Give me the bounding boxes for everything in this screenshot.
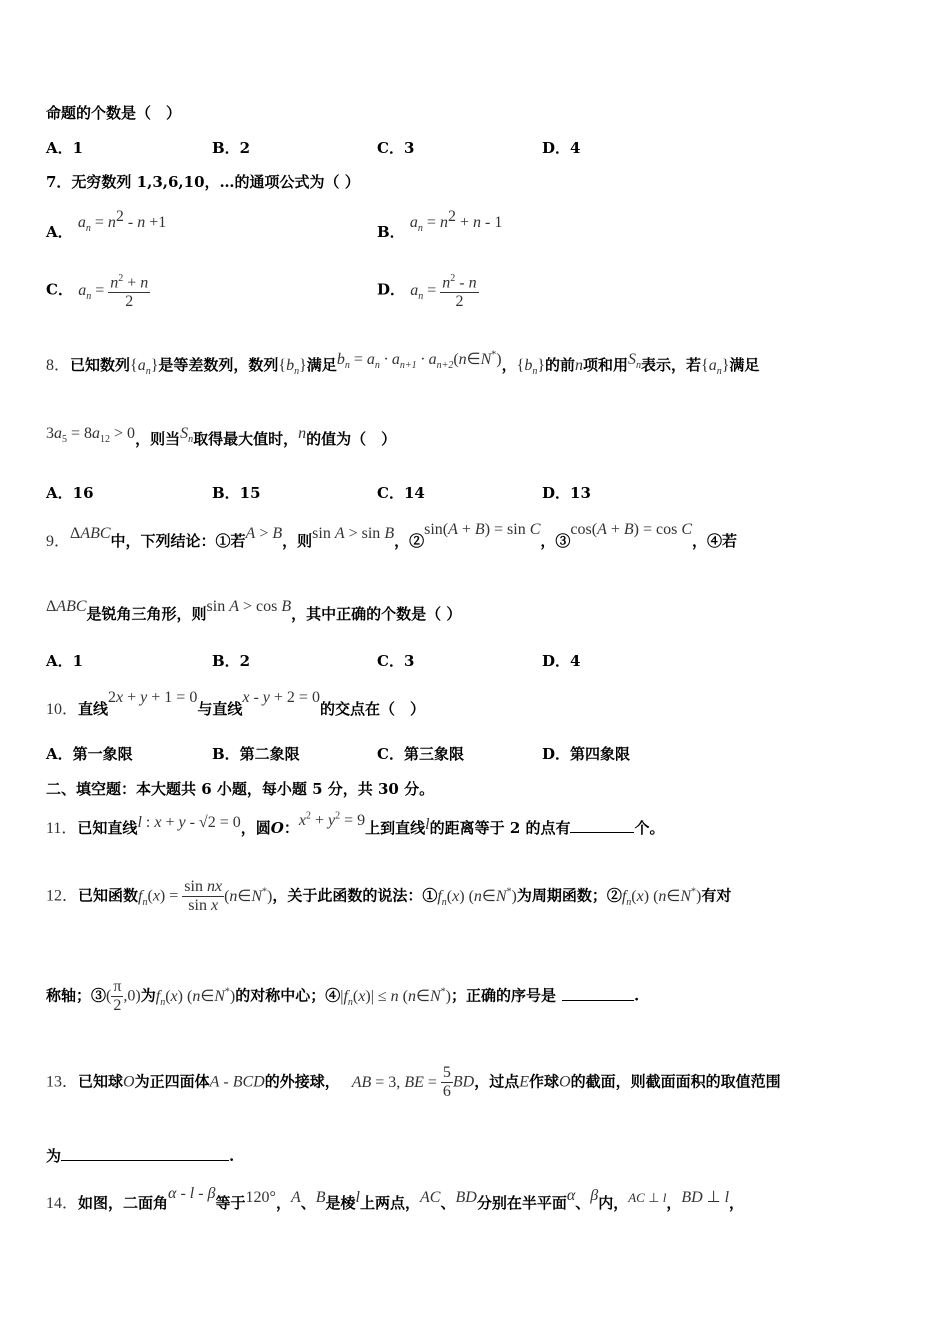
q7-label-d: D． [377, 280, 406, 299]
q8-line2: $3a_5 = 8a_{12} > 0$，则当$S_n$取得最大值时，n的值为（ ） [46, 425, 397, 448]
q7-label-b: B． [377, 223, 405, 241]
q12-line2: 称轴；③( $\frac{\pi}{2}$ ,0)为$f_n(x)$ (n∈N*)的对称中心；$④|f_n(x)| \le n$ (n∈N*)；正确的序号是 . [46, 978, 640, 1014]
q9-option-b: B．2 [212, 652, 251, 670]
q6-option-d: D．4 [542, 139, 581, 157]
q6-tail: 命题的个数是（ ） [46, 104, 182, 122]
q7-label-a: A． [46, 223, 73, 241]
q12-line1: 12．已知函数$f_n(x)$ = $\frac{\text{sin nx}}{\text{sin x}}$ (n∈N*)，关于此函数的说法：$①f_n(x)$ (n∈N*)为周期函数；$②f_n(x)$ (n∈N*)有对 [46, 878, 732, 914]
section-heading: 二、填空题：本大题共 6 小题，每小题 5 分，共 30 分。 [46, 780, 435, 798]
q8-option-a: A．16 [46, 484, 94, 502]
q10-option-d: D．第四象限 [542, 745, 631, 763]
q7-label-c: C． [46, 280, 73, 299]
q13-line2: 为 . [46, 1147, 235, 1165]
q7-option-d [377, 270, 479, 311]
q7-stem: 7．无穷数列 1,3,6,10，…的通项公式为（ ） [46, 173, 360, 191]
q8-option-b: B．15 [212, 484, 261, 502]
q11-line: 11．已知直线l : x + y - √2 = 0，圆O：$x^2 + y^2 = 9$上到直线l的距离等于 2 的点有 个。 [46, 810, 665, 837]
q8-option-d: D．13 [542, 484, 591, 502]
q10-option-b: B．第二象限 [212, 745, 300, 763]
q7-option-c [46, 270, 150, 311]
q13-line1: 13．已知球O为正四面体A - BCD的外接球， AB = 3, BE = $\frac{5}{6}$ BD，过点E作球O的截面，则截面面积的取值范围 [46, 1064, 781, 1100]
q7-option-b [377, 208, 503, 244]
q8-option-c: C．14 [377, 484, 425, 502]
q12-answer-blank[interactable] [562, 986, 634, 1001]
q11-answer-blank[interactable] [570, 818, 634, 833]
q10-option-c: C．第三象限 [377, 745, 464, 763]
q10-line: 10．直线2x + y + 1 = 0与直线x - y + 2 = 0的交点在（ ） [46, 689, 425, 718]
q6-option-b: B．2 [212, 139, 251, 157]
q9-option-a: A．1 [46, 652, 84, 670]
q7-formula-b: $a_n = n^2 + n - 1$ [409, 208, 503, 235]
q14-line: 14．如图，二面角α - l - β等于120°，A、B是棱l上两点，AC、BD分别在半平面α、β内，AC ⊥ l，BD ⊥ l， [46, 1185, 745, 1212]
q9-line2: ΔABC是锐角三角形，则sin A > cos B，其中正确的个数是（ ） [46, 598, 462, 623]
q6-option-c: C．3 [377, 139, 415, 157]
q7-option-a [46, 208, 167, 244]
q9-line1: 9．ΔABC中，下列结论：①若A > B，则sin A > sin B，②sin(A + B) = sin C，③cos(A + B) = cos C，④若 [46, 521, 738, 550]
q7-formula-d: $a_n$ = $\frac{n^2 - n}{2}$ [410, 281, 478, 299]
q9-option-d: D．4 [542, 652, 581, 670]
q10-option-a: A．第一象限 [46, 745, 133, 763]
q6-option-a: A．1 [46, 139, 84, 157]
q13-answer-blank[interactable] [61, 1146, 229, 1161]
q9-option-c: C．3 [377, 652, 415, 670]
q7-formula-a: $a_n = n^2 - n +1$ [77, 208, 167, 235]
q7-formula-c: $a_n$ = $\frac{n^2 + n}{2}$ [78, 281, 150, 299]
q8-line1: 8．已知数列$\{a_n\}$是等差数列，数列$\{b_n\}$满足$b_n = a_n \cdot a_{n+1}$ · $a_{n+2}(n\in N^*)$，$\{b_n\}$的前n项和用$S_n$表示，若$\{a_n\}$满足 [46, 349, 760, 378]
